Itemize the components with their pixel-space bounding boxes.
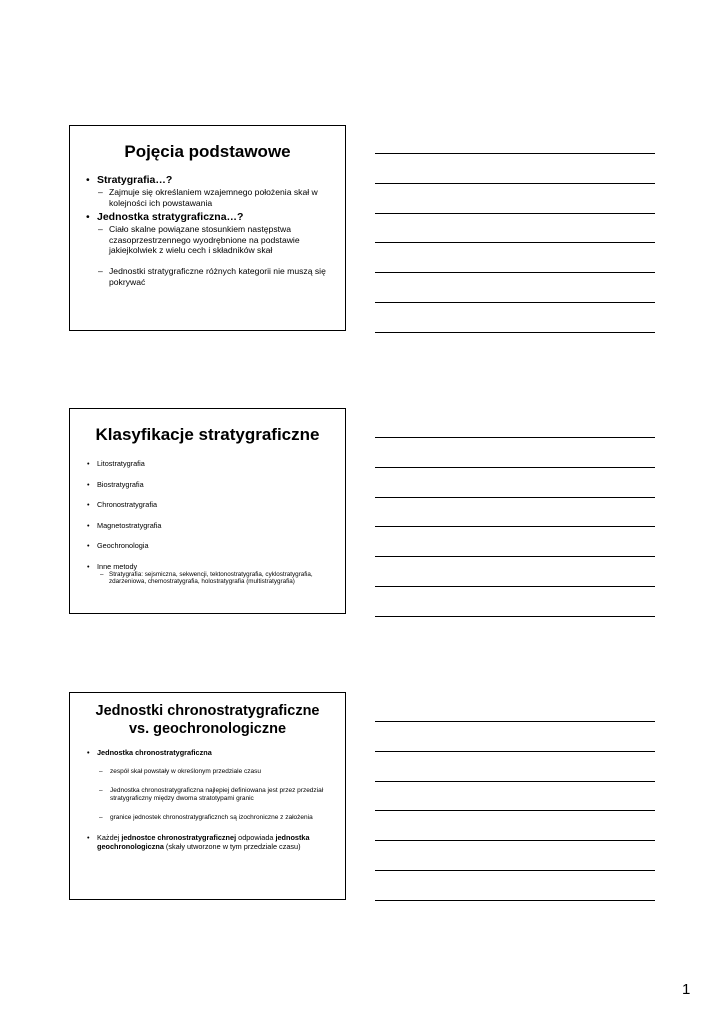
- bullet-item: • Litostratygrafia: [84, 459, 331, 468]
- note-line: [375, 153, 655, 154]
- slide-3: [69, 692, 346, 900]
- text-run: (skały utworzone w tym przedziale czasu): [163, 842, 301, 851]
- note-line: [375, 302, 655, 303]
- page-number: 1: [682, 981, 691, 998]
- note-line: [375, 900, 655, 901]
- bold-text-run: jednostce chronostratygraficznej: [121, 833, 237, 842]
- sub-bullet-item: – Zajmuje się określaniem wzajemnego położenia skał w kolejności ich powstawania: [84, 187, 331, 208]
- bullet-list: [84, 748, 331, 851]
- note-line: [375, 497, 655, 498]
- sub-bullet-item: – Ciało skalne powiązane stosunkiem następstwa czasoprzestrzennego wyodrębnione na podstawie jakiejkolwiek z wielu cech i składników skał: [84, 224, 331, 256]
- bullet-item: [84, 833, 331, 851]
- slide-title: Pojęcia podstawowe: [124, 142, 291, 161]
- slide-title: Klasyfikacje stratygraficzne: [95, 425, 320, 444]
- slide-title-line-1: Jednostki chronostratygraficzne: [95, 703, 320, 719]
- slide-title: [84, 702, 331, 738]
- text-run: Każdej: [97, 833, 122, 842]
- note-line: [375, 242, 655, 243]
- bullet-item: • Jednostka chronostratygraficzna: [84, 748, 331, 757]
- note-line: [375, 183, 655, 184]
- bullet-item: • Chronostratygrafia: [84, 500, 331, 509]
- sub-bullet-item: – Stratygrafia: sejsmiczna, sekwencji, tektonostratygrafia, cyklostratygrafia, zdarzeniowa, chemostratygrafia, holostratygrafia (multistratygrafia): [84, 571, 331, 586]
- bullet-item: • Inne metody: [84, 562, 331, 571]
- sub-bullet-item: – Jednostka chronostratygraficzna najlepiej definiowana jest przez przedział stratygraficzny między dwoma stratotypami granic: [84, 787, 331, 803]
- slide-1: [69, 125, 346, 331]
- bullet-item: • Biostratygrafia: [84, 480, 331, 489]
- note-line: [375, 870, 655, 871]
- note-line: [375, 616, 655, 617]
- note-line: [375, 467, 655, 468]
- bullet-item: • Magnetostratygrafia: [84, 521, 331, 530]
- sub-bullet-item: – Jednostki stratygraficzne różnych kategorii nie muszą się pokrywać: [84, 266, 331, 287]
- note-line: [375, 751, 655, 752]
- note-line: [375, 781, 655, 782]
- bullet-item: • Jednostka stratygraficzna…?: [84, 211, 331, 224]
- note-line: [375, 526, 655, 527]
- text-run: odpowiada: [236, 833, 276, 842]
- note-line: [375, 810, 655, 811]
- bullet-item: • Geochronologia: [84, 541, 331, 550]
- note-line: [375, 840, 655, 841]
- note-line: [375, 556, 655, 557]
- slide-title-line-2: vs. geochronologiczne: [128, 721, 287, 737]
- bullet-list: [84, 174, 331, 287]
- note-line: [375, 272, 655, 273]
- bold-text-run: jednostka geochronologiczna: [97, 833, 310, 851]
- slide-2: [69, 408, 346, 614]
- bullet-list: [84, 459, 331, 585]
- note-line: [375, 586, 655, 587]
- note-line: [375, 721, 655, 722]
- note-line: [375, 213, 655, 214]
- bullet-item: • Stratygrafia…?: [84, 174, 331, 187]
- sub-bullet-item: – granice jednostek chronostratygraficznch są izochroniczne z założenia: [84, 814, 331, 822]
- sub-bullet-item: – zespół skał powstały w określonym przedziale czasu: [84, 768, 331, 776]
- note-line: [375, 437, 655, 438]
- note-line: [375, 332, 655, 333]
